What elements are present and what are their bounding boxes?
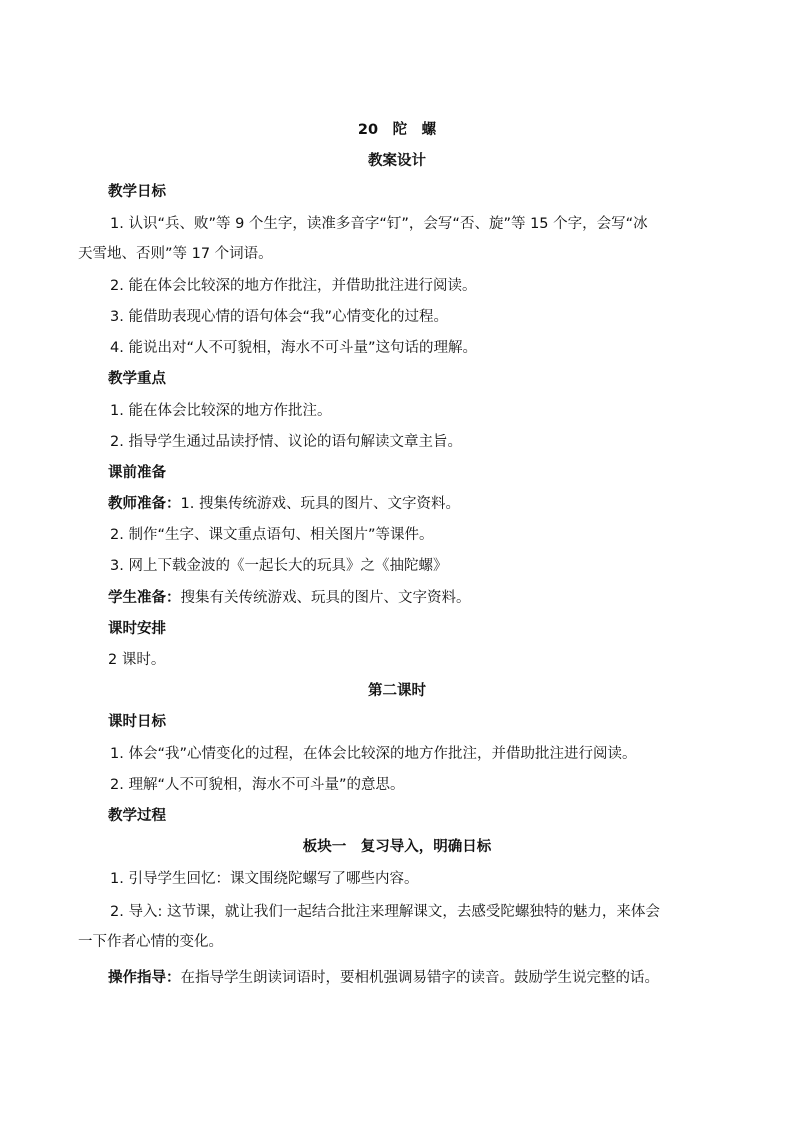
- goal-1-line-2: 天雪地、否则”等 17 个词语。: [78, 246, 273, 262]
- key-2: 2. 指导学生通过品读抒情、议论的语句解读文章主旨。: [110, 434, 462, 450]
- student-prep-text: 搜集有关传统游戏、玩具的图片、文字资料。: [180, 590, 471, 606]
- prep-2: 2. 制作“生字、课文重点语句、相关图片”等课件。: [110, 527, 434, 543]
- operation-guide-text: 在指导学生朗读词语时，要相机强调易错字的读音。鼓励学生说完整的话。: [180, 970, 659, 986]
- operation-guide: [108, 968, 728, 988]
- block-1-heading: 板块一 复习导入，明确日标: [302, 839, 492, 855]
- student-prep: [108, 588, 728, 608]
- goals-heading: 教学日标: [108, 184, 166, 200]
- step-2-line-1: 2. 导入: 这节课，就让我们一起结合批注来理解课文，去感受陀螺独特的魅力，来体会: [110, 904, 660, 920]
- lesson-goals-heading: 课时日标: [108, 714, 166, 730]
- goal-4: 4. 能说出对“人不可貌相，海水不可斗量”这句话的理解。: [110, 340, 477, 356]
- schedule-heading: 课时安排: [108, 621, 166, 637]
- teacher-prep-text: 1. 搜集传统游戏、玩具的图片、文字资料。: [180, 496, 460, 512]
- key-heading: 教学重点: [108, 371, 166, 387]
- goal-2: 2. 能在体会比较深的地方作批注，并借助批注进行阅读。: [110, 278, 477, 294]
- lesson-subtitle: 教案设计: [368, 153, 426, 169]
- teacher-prep-label: 教师准备：: [108, 496, 181, 512]
- schedule-text: 2 课时。: [108, 652, 166, 668]
- step-2-line-2: 一下作者心情的变化。: [78, 934, 223, 950]
- student-prep-label: 学生准备：: [108, 590, 181, 606]
- teacher-prep: [108, 494, 728, 514]
- process-heading: 教学过程: [108, 808, 166, 824]
- key-1: 1. 能在体会比较深的地方作批注。: [110, 403, 332, 419]
- lesson-goal-2: 2. 理解“人不可貌相，海水不可斗量”的意思。: [110, 777, 405, 793]
- lesson-goal-1: 1. 体会“我”心情变化的过程，在体会比较深的地方作批注，并借助批注进行阅读。: [110, 746, 637, 762]
- lesson-title: 20 陀 螺: [357, 122, 437, 138]
- step-1: 1. 引导学生回忆：课文围绕陀螺写了哪些内容。: [110, 871, 419, 887]
- goal-1-line-1: 1. 认识“兵、败”等 9 个生字，读准多音字“钉”，会写“否、旋”等 15 个字，会写“冰: [110, 216, 648, 232]
- prep-heading: 课前准备: [108, 465, 166, 481]
- prep-3: 3. 网上下载金波的《一起长大的玩具》之《抽陀螺》: [110, 558, 448, 574]
- operation-guide-label: 操作指导：: [108, 970, 181, 986]
- lesson-2-heading: 第二课时: [368, 683, 426, 699]
- goal-3: 3. 能借助表现心情的语句体会“我”心情变化的过程。: [110, 309, 448, 325]
